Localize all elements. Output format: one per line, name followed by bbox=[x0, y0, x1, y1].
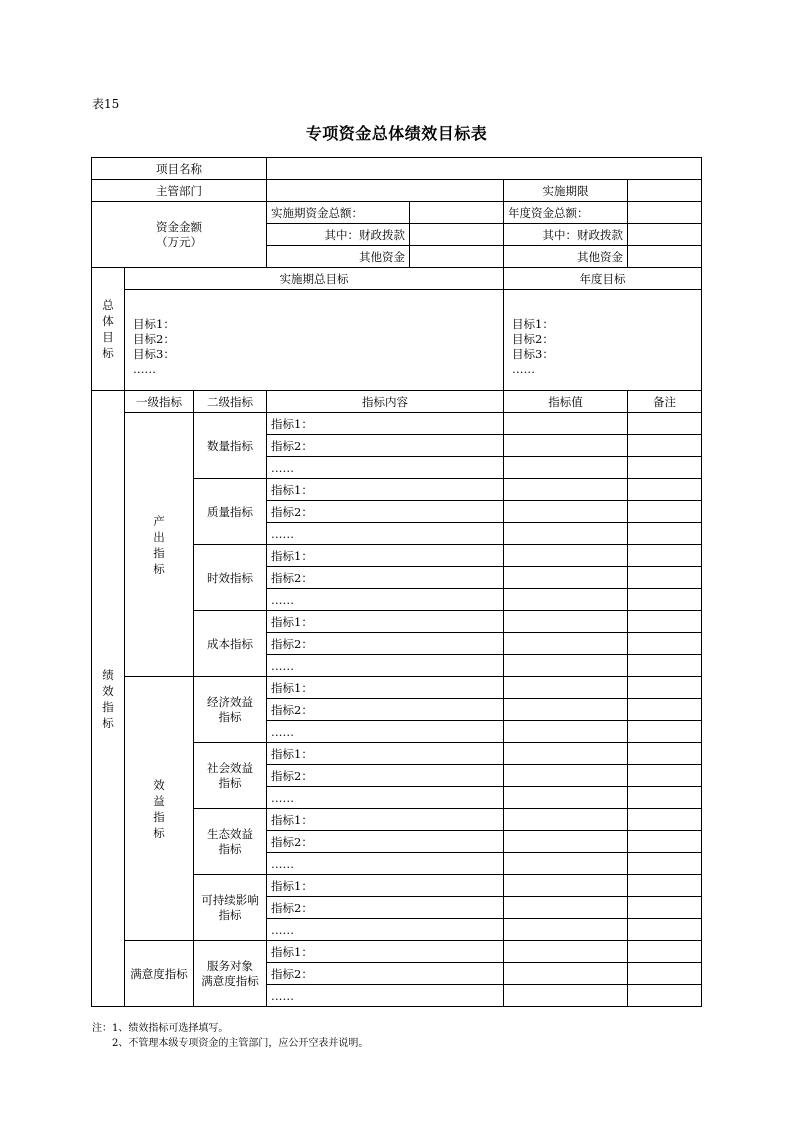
indicator-remark-cell[interactable] bbox=[628, 919, 702, 941]
indicator-remark-cell[interactable] bbox=[628, 941, 702, 963]
indicator-remark-cell[interactable] bbox=[628, 435, 702, 457]
indicator-value-cell[interactable] bbox=[504, 743, 628, 765]
output-indicator-label: 产 出 指 标 bbox=[125, 413, 194, 677]
perf-header-row bbox=[92, 391, 702, 413]
document-title: 专项资金总体绩效目标表 bbox=[305, 124, 488, 143]
indicator-remark-cell[interactable] bbox=[628, 677, 702, 699]
indicator-content-cell[interactable]: 指标1： bbox=[267, 875, 504, 897]
indicator-value-cell[interactable] bbox=[504, 633, 628, 655]
overall-goal-side-label: 总 体 目 标 bbox=[92, 268, 125, 391]
remark-header: 备注 bbox=[628, 391, 702, 413]
indicator-remark-cell[interactable] bbox=[628, 633, 702, 655]
indicator-value-cell[interactable] bbox=[504, 589, 628, 611]
indicator-content-cell[interactable]: 指标2： bbox=[267, 831, 504, 853]
perf-side-label: 绩 效 指 标 bbox=[92, 391, 125, 1007]
annual-funds-cell[interactable] bbox=[628, 202, 702, 224]
indicator-remark-cell[interactable] bbox=[628, 963, 702, 985]
department-cell[interactable] bbox=[267, 180, 504, 202]
indicator-content-cell[interactable]: 指标2： bbox=[267, 633, 504, 655]
department-label: 主管部门 bbox=[92, 180, 267, 202]
annual-goals-cell[interactable]: 目标1： 目标2： 目标3： …… bbox=[504, 290, 702, 391]
indicator-remark-cell[interactable] bbox=[628, 985, 702, 1007]
indicator-value-cell[interactable] bbox=[504, 501, 628, 523]
indicator-content-cell[interactable]: 指标2： bbox=[267, 897, 504, 919]
indicator-remark-cell[interactable] bbox=[628, 831, 702, 853]
quantity-indicator-label: 数量指标 bbox=[194, 413, 267, 479]
total-period-funds-cell[interactable] bbox=[410, 202, 504, 224]
indicator-remark-cell[interactable] bbox=[628, 611, 702, 633]
annual-funds-label: 年度资金总额： bbox=[504, 202, 628, 224]
project-name-row bbox=[92, 158, 702, 180]
indicator-content-cell[interactable]: …… bbox=[267, 523, 504, 545]
indicator-value-cell[interactable] bbox=[504, 809, 628, 831]
cost-indicator-label: 成本指标 bbox=[194, 611, 267, 677]
indicator-value-cell[interactable] bbox=[504, 435, 628, 457]
period-label: 实施期限 bbox=[504, 180, 628, 202]
content-header: 指标内容 bbox=[267, 391, 504, 413]
indicator-value-cell[interactable] bbox=[504, 677, 628, 699]
satisfaction-indicator-label: 满意度指标 bbox=[125, 941, 194, 1007]
indicator-value-cell[interactable] bbox=[504, 897, 628, 919]
overall-goal-header-row bbox=[92, 268, 702, 290]
indicator-content-cell[interactable]: 指标2： bbox=[267, 435, 504, 457]
period-other-label: 其他资金 bbox=[267, 246, 410, 268]
indicator-content-cell[interactable]: …… bbox=[267, 589, 504, 611]
quality-indicator-label: 质量指标 bbox=[194, 479, 267, 545]
indicator-content-cell[interactable]: 指标2： bbox=[267, 567, 504, 589]
indicator-content-cell[interactable]: 指标1： bbox=[267, 413, 504, 435]
timeliness-indicator-label: 时效指标 bbox=[194, 545, 267, 611]
indicator-content-cell[interactable]: 指标1： bbox=[267, 743, 504, 765]
fund-amount-label: 资金金额 （万元） bbox=[92, 202, 267, 268]
indicator-value-cell[interactable] bbox=[504, 963, 628, 985]
indicator-content-cell[interactable]: …… bbox=[267, 853, 504, 875]
indicator-remark-cell[interactable] bbox=[628, 743, 702, 765]
indicator-remark-cell[interactable] bbox=[628, 413, 702, 435]
indicator-value-cell[interactable] bbox=[504, 765, 628, 787]
indicator-value-cell[interactable] bbox=[504, 523, 628, 545]
indicator-value-cell[interactable] bbox=[504, 479, 628, 501]
annual-fiscal-label: 其中：财政拨款 bbox=[504, 224, 628, 246]
indicator-value-cell[interactable] bbox=[504, 611, 628, 633]
footnote-2: 2、不管理本级专项资金的主管部门，应公开空表并说明。 bbox=[92, 1038, 369, 1049]
indicator-remark-cell[interactable] bbox=[628, 457, 702, 479]
indicator-content-cell[interactable]: 指标1： bbox=[267, 545, 504, 567]
indicator-remark-cell[interactable] bbox=[628, 501, 702, 523]
indicator-content-cell[interactable]: …… bbox=[267, 721, 504, 743]
project-name-label: 项目名称 bbox=[92, 158, 267, 180]
indicator-value-cell[interactable] bbox=[504, 787, 628, 809]
indicator-remark-cell[interactable] bbox=[628, 567, 702, 589]
project-name-cell[interactable] bbox=[267, 158, 702, 180]
indicator-content-cell[interactable]: 指标1： bbox=[267, 479, 504, 501]
indicator-content-cell[interactable]: …… bbox=[267, 655, 504, 677]
benefit-indicator-label: 效 益 指 标 bbox=[125, 677, 194, 941]
period-fiscal-label: 其中：财政拨款 bbox=[267, 224, 410, 246]
social-benefit-label: 社会效益 指标 bbox=[194, 743, 267, 809]
indicator-value-cell[interactable] bbox=[504, 875, 628, 897]
annual-goal-header: 年度目标 bbox=[504, 268, 702, 290]
indicator-value-cell[interactable] bbox=[504, 831, 628, 853]
annual-fiscal-cell[interactable] bbox=[628, 224, 702, 246]
indicator-remark-cell[interactable] bbox=[628, 875, 702, 897]
indicator-value-cell[interactable] bbox=[504, 853, 628, 875]
fund-total-row bbox=[92, 202, 702, 224]
indicator-remark-cell[interactable] bbox=[628, 523, 702, 545]
table-row bbox=[92, 677, 702, 699]
annual-other-label: 其他资金 bbox=[504, 246, 628, 268]
indicator-value-cell[interactable] bbox=[504, 567, 628, 589]
indicator-remark-cell[interactable] bbox=[628, 853, 702, 875]
footnotes bbox=[92, 1021, 368, 1051]
level2-header: 二级指标 bbox=[194, 391, 267, 413]
indicator-content-cell[interactable]: 指标1： bbox=[267, 677, 504, 699]
period-fiscal-cell[interactable] bbox=[410, 224, 504, 246]
indicator-value-cell[interactable] bbox=[504, 985, 628, 1007]
indicator-remark-cell[interactable] bbox=[628, 545, 702, 567]
total-period-funds-label: 实施期资金总额： bbox=[267, 202, 410, 224]
indicator-remark-cell[interactable] bbox=[628, 897, 702, 919]
department-row bbox=[92, 180, 702, 202]
indicator-remark-cell[interactable] bbox=[628, 589, 702, 611]
level1-header: 一级指标 bbox=[125, 391, 194, 413]
indicator-remark-cell[interactable] bbox=[628, 699, 702, 721]
indicator-value-cell[interactable] bbox=[504, 941, 628, 963]
annual-other-cell[interactable] bbox=[628, 246, 702, 268]
indicator-value-cell[interactable] bbox=[504, 721, 628, 743]
table-number: 表15 bbox=[92, 97, 120, 111]
indicator-content-cell[interactable]: 指标2： bbox=[267, 765, 504, 787]
overall-goal-content-row bbox=[92, 290, 702, 391]
indicator-value-cell[interactable] bbox=[504, 413, 628, 435]
indicator-content-cell[interactable]: 指标2： bbox=[267, 699, 504, 721]
indicator-remark-cell[interactable] bbox=[628, 479, 702, 501]
indicator-content-cell[interactable]: …… bbox=[267, 985, 504, 1007]
indicator-value-cell[interactable] bbox=[504, 457, 628, 479]
indicator-content-cell[interactable]: 指标1： bbox=[267, 809, 504, 831]
indicator-value-cell[interactable] bbox=[504, 655, 628, 677]
period-goals-cell[interactable]: 目标1： 目标2： 目标3： …… bbox=[125, 290, 504, 391]
indicator-value-cell[interactable] bbox=[504, 699, 628, 721]
indicator-content-cell[interactable]: 指标2： bbox=[267, 963, 504, 985]
indicator-remark-cell[interactable] bbox=[628, 721, 702, 743]
indicator-remark-cell[interactable] bbox=[628, 765, 702, 787]
indicator-value-cell[interactable] bbox=[504, 545, 628, 567]
value-header: 指标值 bbox=[504, 391, 628, 413]
indicator-content-cell[interactable]: …… bbox=[267, 457, 504, 479]
footnote-1: 注：1、绩效指标可选择填写。 bbox=[92, 1023, 229, 1034]
indicator-content-cell[interactable]: …… bbox=[267, 919, 504, 941]
indicator-content-cell[interactable]: …… bbox=[267, 787, 504, 809]
period-goal-header: 实施期总目标 bbox=[125, 268, 504, 290]
period-other-cell[interactable] bbox=[410, 246, 504, 268]
performance-target-table bbox=[91, 157, 702, 1007]
sustainable-impact-label: 可持续影响 指标 bbox=[194, 875, 267, 941]
economic-benefit-label: 经济效益 指标 bbox=[194, 677, 267, 743]
table-row bbox=[92, 941, 702, 963]
indicator-content-cell[interactable]: 指标1： bbox=[267, 941, 504, 963]
indicator-remark-cell[interactable] bbox=[628, 809, 702, 831]
indicator-remark-cell[interactable] bbox=[628, 787, 702, 809]
indicator-content-cell[interactable]: 指标1： bbox=[267, 611, 504, 633]
ecological-benefit-label: 生态效益 指标 bbox=[194, 809, 267, 875]
table-row bbox=[92, 413, 702, 435]
service-satisfaction-label: 服务对象 满意度指标 bbox=[194, 941, 267, 1007]
period-cell[interactable] bbox=[628, 180, 702, 202]
indicator-remark-cell[interactable] bbox=[628, 655, 702, 677]
indicator-content-cell[interactable]: 指标2： bbox=[267, 501, 504, 523]
indicator-value-cell[interactable] bbox=[504, 919, 628, 941]
